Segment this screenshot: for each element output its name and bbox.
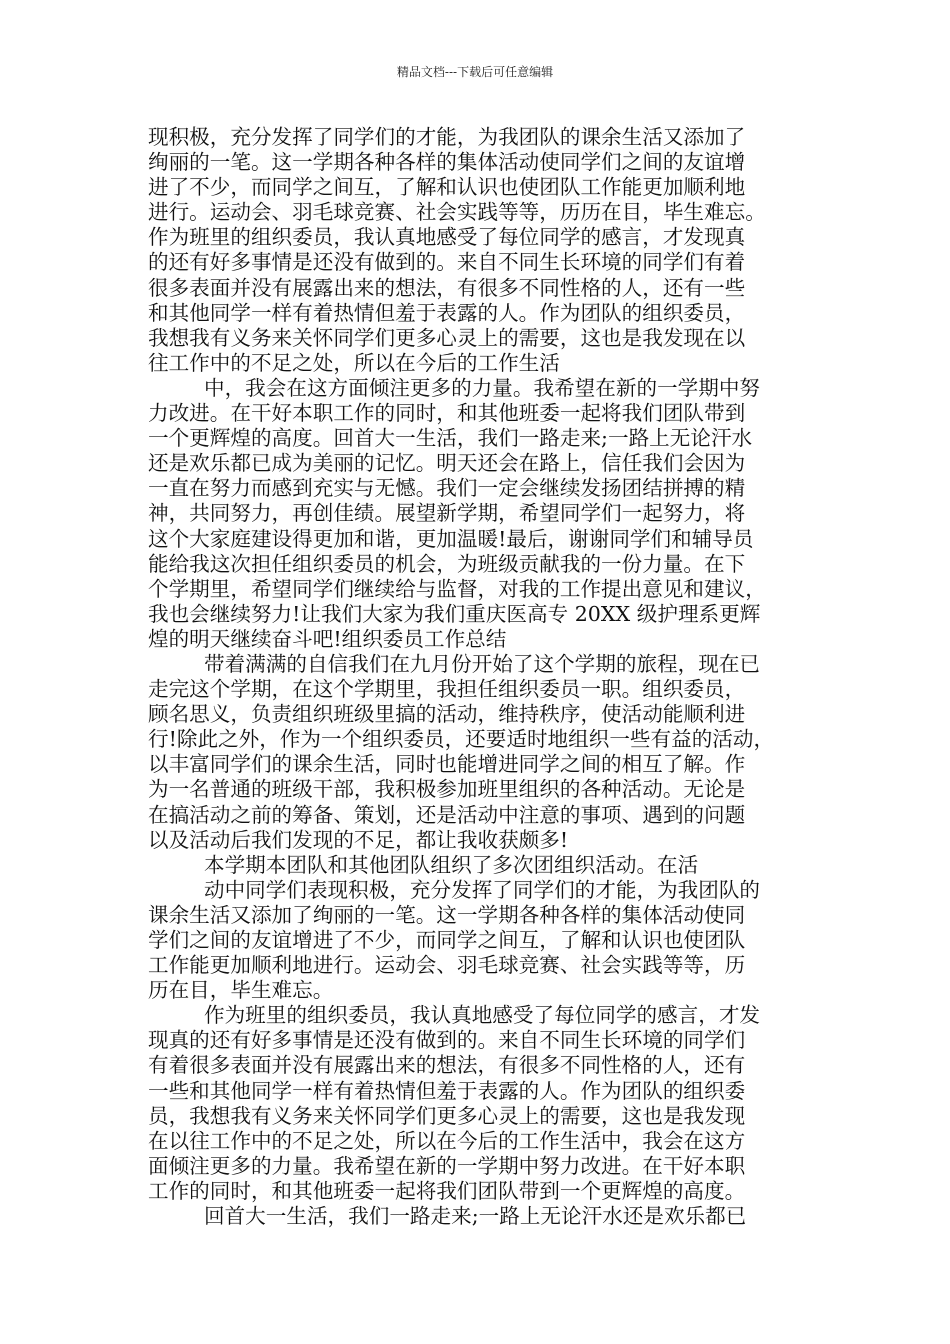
text-line: 一个更辉煌的高度。回首大一生活，我们一路走来;一路上无论汗水 — [148, 426, 753, 451]
text-line: 动中同学们表现积极，充分发挥了同学们的才能，为我团队的 — [204, 877, 761, 902]
text-line: 面倾注更多的力量。我希望在新的一学期中努力改进。在干好本职 — [148, 1153, 746, 1178]
text-line: 走完这个学期，在这个学期里，我担任组织委员一职。组织委员， — [148, 677, 746, 702]
text-line: 带着满满的自信我们在九月份开始了这个学期的旅程，现在已 — [204, 651, 761, 676]
text-line: 在搞活动之前的筹备、策划，还是活动中注意的事项、遇到的问题 — [148, 802, 746, 827]
text-line: 和其他同学一样有着热情但羞于表露的人。作为团队的组织委员， — [148, 300, 746, 325]
text-line: 历在目，毕生难忘。 — [148, 978, 334, 1003]
text-line: 有着很多表面并没有展露出来的想法，有很多不同性格的人，还有 — [148, 1053, 746, 1078]
text-line: 回首大一生活，我们一路走来;一路上无论汗水还是欢乐都已 — [204, 1204, 747, 1229]
text-line: 中，我会在这方面倾注更多的力量。我希望在新的一学期中努 — [204, 375, 761, 400]
text-line: 学们之间的友谊增进了不少，而同学之间互，了解和认识也使团队 — [148, 928, 746, 952]
text-line: 煌的明天继续奋斗吧!组织委员工作总结 — [148, 626, 507, 651]
text-line: 很多表面并没有展露出来的想法，有很多不同性格的人，还有一些 — [148, 275, 746, 300]
text-line: 这个大家庭建设得更加和谐，更加温暖!最后，谢谢同学们和辅导员 — [148, 526, 754, 551]
text-line: 员，我想我有义务来关怀同学们更多心灵上的需要，这也是我发现 — [148, 1103, 746, 1128]
text-line: 工作的同时，和其他班委一起将我们团队带到一个更辉煌的高度。 — [148, 1178, 746, 1203]
text-line: 在以往工作中的不足之处，所以在今后的工作生活中，我会在这方 — [148, 1128, 746, 1153]
text-line: 进行。运动会、羽毛球竞赛、社会实践等等，历历在目，毕生难忘。 — [148, 200, 766, 225]
text-line: 以及活动后我们发现的不足，都让我收获颇多! — [148, 827, 569, 852]
text-line: 进了不少，而同学之间互，了解和认识也使团队工作能更加顺利地 — [148, 175, 746, 200]
text-line: 我想我有义务来关怀同学们更多心灵上的需要，这也是我发现在以 — [148, 325, 746, 350]
text-line: 往工作中的不足之处，所以在今后的工作生活 — [148, 350, 560, 375]
text-line: 现积极，充分发挥了同学们的才能，为我团队的课余生活又添加了 — [148, 125, 746, 149]
text-line: 为一名普通的班级干部，我积极参加班里组织的各种活动。无论是 — [148, 777, 746, 802]
page-header: 精品文档---下载后可任意编辑 — [396, 65, 554, 79]
text-line: 一些和其他同学一样有着热情但羞于表露的人。作为团队的组织委 — [148, 1078, 746, 1103]
text-line: 本学期本团队和其他团队组织了多次团组织活动。在活 — [204, 852, 699, 877]
text-line: 以丰富同学们的课余生活，同时也能增进同学之间的相互了解。作 — [148, 752, 746, 777]
text-line: 个学期里，希望同学们继续给与监督，对我的工作提出意见和建议， — [148, 576, 766, 601]
document-body — [148, 125, 808, 1229]
text-line: 一直在努力而感到充实与无憾。我们一定会继续发扬团结拼搏的精 — [148, 476, 746, 501]
text-line: 还是欢乐都已成为美丽的记忆。明天还会在路上，信任我们会因为 — [148, 451, 746, 476]
text-line: 力改进。在干好本职工作的同时，和其他班委一起将我们团队带到 — [148, 401, 746, 426]
text-line: 课余生活又添加了绚丽的一笔。这一学期各种各样的集体活动使同 — [148, 902, 746, 927]
text-line: 能给我这次担任组织委员的机会，为班级贡献我的一份力量。在下 — [148, 551, 746, 576]
text-line: 现真的还有好多事情是还没有做到的。来自不同生长环境的同学们 — [148, 1028, 746, 1053]
text-line: 顾名思义，负责组织班级里搞的活动，维持秩序，使活动能顺利进 — [148, 702, 746, 727]
text-line: 作为班里的组织委员，我认真地感受了每位同学的感言，才发 — [204, 1003, 761, 1028]
text-line: 行!除此之外，作为一个组织委员，还要适时地组织一些有益的活动， — [148, 727, 775, 752]
text-line: 我也会继续努力!让我们大家为我们重庆医高专 20XX 级护理系更辉 — [148, 601, 761, 626]
text-line: 神，共同努力，再创佳绩。展望新学期，希望同学们一起努力，将 — [148, 501, 746, 526]
text-line: 作为班里的组织委员，我认真地感受了每位同学的感言，才发现真 — [148, 225, 746, 250]
text-line: 工作能更加顺利地进行。运动会、羽毛球竞赛、社会实践等等，历 — [148, 953, 746, 978]
text-line: 绚丽的一笔。这一学期各种各样的集体活动使同学们之间的友谊增 — [148, 150, 746, 175]
text-line: 的还有好多事情是还没有做到的。来自不同生长环境的同学们有着 — [148, 250, 746, 275]
